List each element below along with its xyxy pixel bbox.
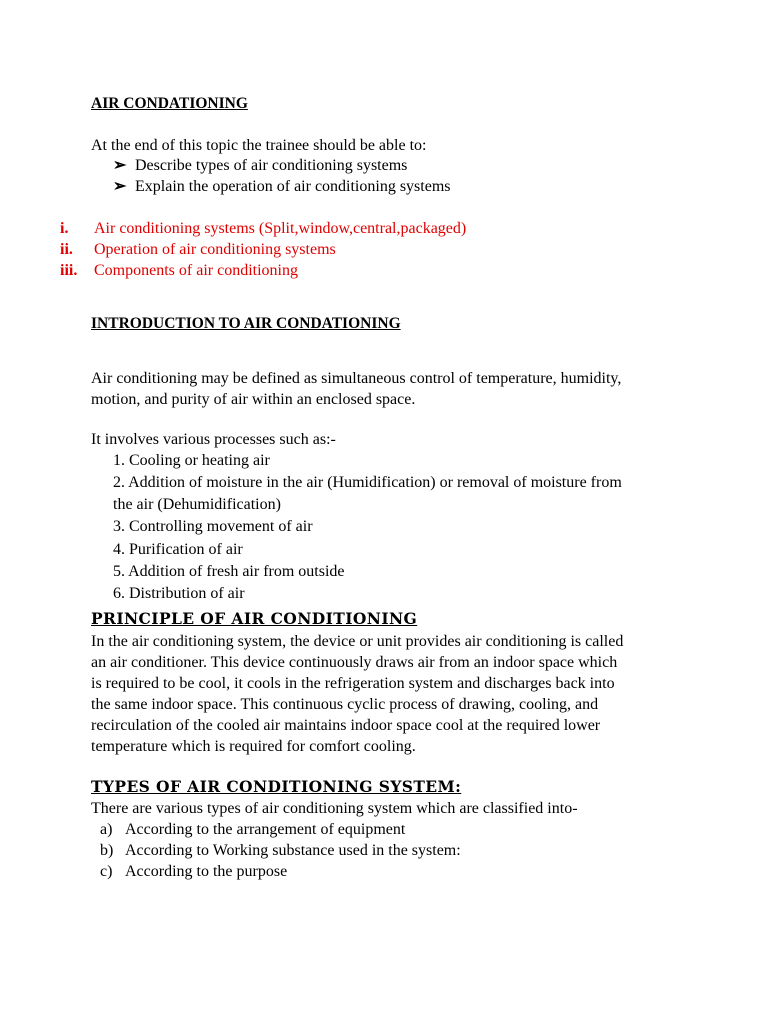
processes-intro: It involves various processes such as:- xyxy=(91,431,336,448)
type-item xyxy=(100,862,287,882)
objective-item xyxy=(113,177,451,197)
objective-item xyxy=(113,156,407,176)
process-item: 2. Addition of moisture in the air (Humidification) or removal of moisture from xyxy=(113,474,622,491)
arrow-bullet-icon: ➢ xyxy=(113,157,127,174)
roman-list-item xyxy=(60,261,298,281)
type-text: According to Working substance used in the system: xyxy=(125,842,461,859)
roman-list-item xyxy=(60,219,466,239)
principle-heading: PRINCIPLE OF AIR CONDITIONING xyxy=(91,609,418,628)
type-label: b) xyxy=(100,842,114,859)
type-text: According to the purpose xyxy=(125,863,288,880)
principle-line: is required to be cool, it cools in the refrigeration system and discharges back into xyxy=(91,675,615,692)
objective-text: Describe types of air conditioning systems xyxy=(135,157,408,174)
process-item: 5. Addition of fresh air from outside xyxy=(113,563,345,580)
principle-line: an air conditioner. This device continuously draws air from an indoor space which xyxy=(91,654,618,671)
document-title: AIR CONDATIONING xyxy=(91,95,248,112)
principle-line: In the air conditioning system, the device or unit provides air conditioning is called xyxy=(91,633,624,650)
roman-numeral: iii. xyxy=(60,262,78,279)
types-heading: TYPES OF AIR CONDITIONING SYSTEM: xyxy=(91,777,462,796)
principle-line: temperature which is required for comfort cooling. xyxy=(91,738,416,755)
type-label: a) xyxy=(100,821,113,838)
process-item: 3. Controlling movement of air xyxy=(113,518,313,535)
principle-line: the same indoor space. This continuous cyclic process of drawing, cooling, and xyxy=(91,696,599,713)
definition-line: motion, and purity of air within an enclosed space. xyxy=(91,391,416,408)
objectives-intro: At the end of this topic the trainee should be able to: xyxy=(91,137,427,154)
intro-heading: INTRODUCTION TO AIR CONDATIONING xyxy=(91,315,401,332)
objective-text: Explain the operation of air conditioning systems xyxy=(135,178,451,195)
roman-item-text: Operation of air conditioning systems xyxy=(94,241,336,258)
process-item: 6. Distribution of air xyxy=(113,585,245,602)
roman-list-item xyxy=(60,240,336,260)
types-intro: There are various types of air conditioning system which are classified into- xyxy=(91,800,578,817)
type-item xyxy=(100,820,405,840)
arrow-bullet-icon: ➢ xyxy=(113,178,127,195)
type-label: c) xyxy=(100,863,113,880)
roman-numeral: i. xyxy=(60,220,69,237)
type-text: According to the arrangement of equipment xyxy=(125,821,406,838)
roman-item-text: Components of air conditioning xyxy=(94,262,298,279)
principle-line: recirculation of the cooled air maintains indoor space cool at the required lower xyxy=(91,717,601,734)
process-item: 4. Purification of air xyxy=(113,541,243,558)
process-item-continuation: the air (Dehumidification) xyxy=(113,496,281,513)
roman-item-text: Air conditioning systems (Split,window,central,packaged) xyxy=(94,220,467,237)
roman-numeral: ii. xyxy=(60,241,73,258)
definition-line: Air conditioning may be defined as simultaneous control of temperature, humidity, xyxy=(91,370,622,387)
process-item: 1. Cooling or heating air xyxy=(113,452,270,469)
type-item xyxy=(100,841,461,861)
